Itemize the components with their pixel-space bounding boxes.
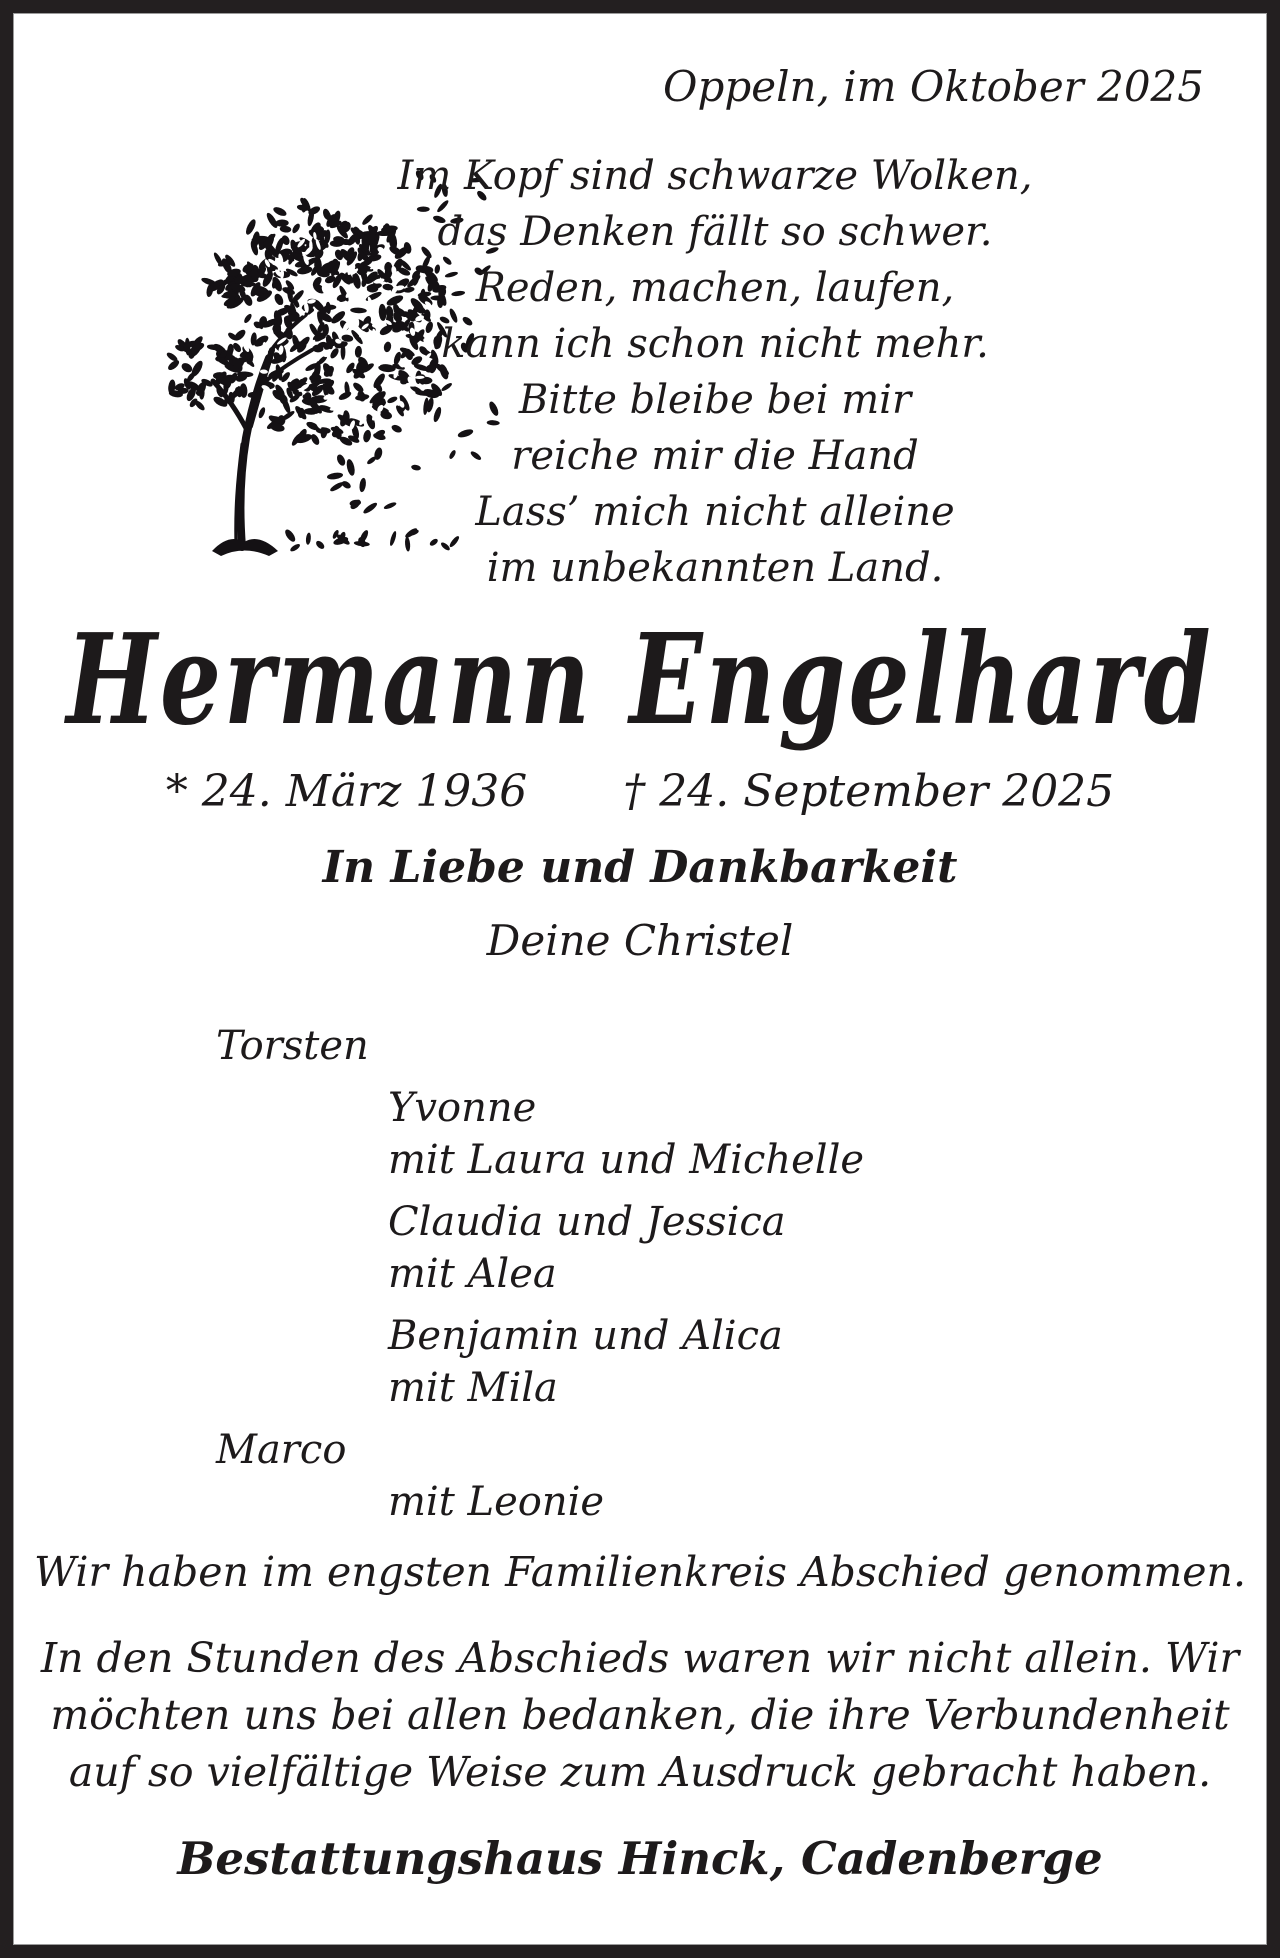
poem-line: Lass’ mich nicht alleine [475,489,955,535]
poem-line: Im Kopf sind schwarze Wolken, [397,153,1033,199]
tribute-heading: In Liebe und Dankbarkeit [322,842,958,893]
thanks-line: möchten uns bei allen bedanken, die ihre Verbundenheit [50,1691,1230,1739]
funeral-home: Bestattungshaus Hinck, Cadenberge [177,1832,1103,1885]
family-member: Benjamin und Alica [388,1313,783,1359]
family-member: mit Alea [388,1251,557,1297]
death-date: † 24. September 2025 [623,766,1115,817]
life-dates [0,766,1280,817]
tribute-subheading: Deine Christel [486,916,794,965]
family-member: mit Leonie [388,1479,605,1525]
location-date: Oppeln, im Oktober 2025 [663,62,1204,111]
poem-line: das Denken fällt so schwer. [437,209,993,255]
poem-line: im unbekannten Land. [486,545,944,591]
memorial-poem [370,148,1060,596]
thanks-paragraph [0,1630,1280,1801]
family-member: Marco [216,1427,347,1473]
poem-line: reiche mir die Hand [511,433,919,479]
birth-date: * 24. März 1936 [165,766,528,817]
poem-line: Bitte bleibe bei mir [518,377,912,423]
tree-roots [212,539,278,556]
deceased-name: Hermann Engelhard [66,606,1214,753]
family-member: Yvonne [388,1085,537,1131]
poem-line: kann ich schon nicht mehr. [441,321,989,367]
family-member: Torsten [216,1023,369,1069]
family-member: mit Mila [388,1365,558,1411]
poem-line: Reden, machen, laufen, [475,265,955,311]
family-member: Claudia und Jessica [388,1199,786,1245]
farewell-line: Wir haben im engsten Familienkreis Abschied genommen. [34,1548,1246,1596]
family-member: mit Laura und Michelle [388,1137,865,1183]
thanks-line: In den Stunden des Abschieds waren wir nicht allein. Wir [40,1634,1240,1682]
thanks-line: auf so vielfältige Weise zum Ausdruck gebracht haben. [68,1748,1212,1796]
